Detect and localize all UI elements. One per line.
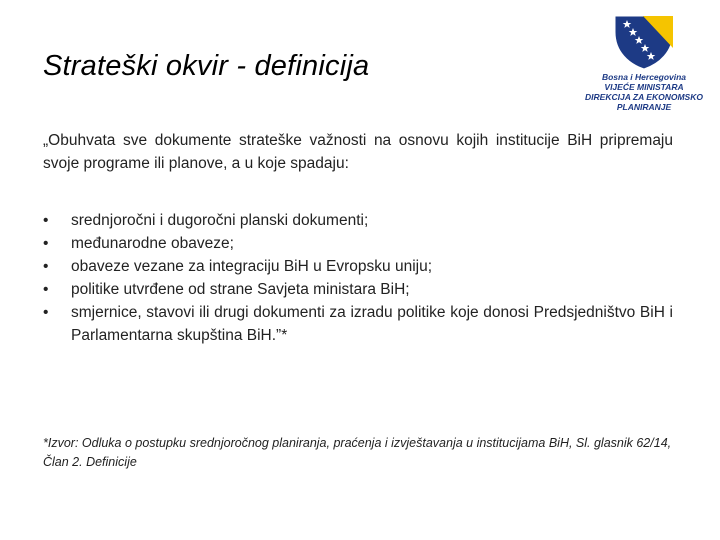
list-item-text: obaveze vezane za integraciju BiH u Evropsku uniju; xyxy=(71,258,433,275)
list-item-text: srednjoročni i dugoročni planski dokumenti; xyxy=(71,212,369,229)
logo-line-country: Bosna i Hercegovina xyxy=(601,72,687,82)
bullet-icon: • xyxy=(43,304,49,321)
bullet-icon: • xyxy=(43,235,49,252)
list-item xyxy=(43,255,673,278)
logo-text xyxy=(585,72,703,112)
list-item xyxy=(43,301,673,347)
logo-line-directorate: DIREKCIJA ZA EKONOMSKO xyxy=(585,92,703,102)
logo-line-council: VIJEĆE MINISTARA xyxy=(604,82,684,92)
list-item-text: politike utvrđene od strane Savjeta ministara BiH; xyxy=(71,281,410,298)
bullet-icon: • xyxy=(43,212,49,229)
bullet-icon: • xyxy=(43,281,49,298)
list-item-text: međunarodne obaveze; xyxy=(71,235,234,252)
institution-logo xyxy=(585,14,703,124)
bullet-icon: • xyxy=(43,258,49,275)
slide-title: Strateški okvir - definicija xyxy=(43,50,370,82)
list-item xyxy=(43,232,673,255)
source-footnote: *Izvor: Odluka o postupku srednjoročnog planiranja, praćenja i izvještavanja u institucijama BiH, Sl. glasnik 62/14, Član 2. Definicije xyxy=(43,436,672,469)
logo-line-planning: PLANIRANJE xyxy=(616,102,672,112)
intro-paragraph: „Obuhvata sve dokumente strateške važnosti na osnovu kojih institucije BiH pripremaju svoje programe ili planove, a u koje spadaju: xyxy=(43,132,673,172)
list-item xyxy=(43,209,673,232)
list-item xyxy=(43,278,673,301)
list-item-text: smjernice, stavovi ili drugi dokumenti za izradu politike koje donosi Predsjedništvo BiH i Parlamentarna skupština BiH.”* xyxy=(71,304,673,344)
coat-of-arms-icon xyxy=(613,14,675,70)
bullet-list xyxy=(43,209,673,347)
